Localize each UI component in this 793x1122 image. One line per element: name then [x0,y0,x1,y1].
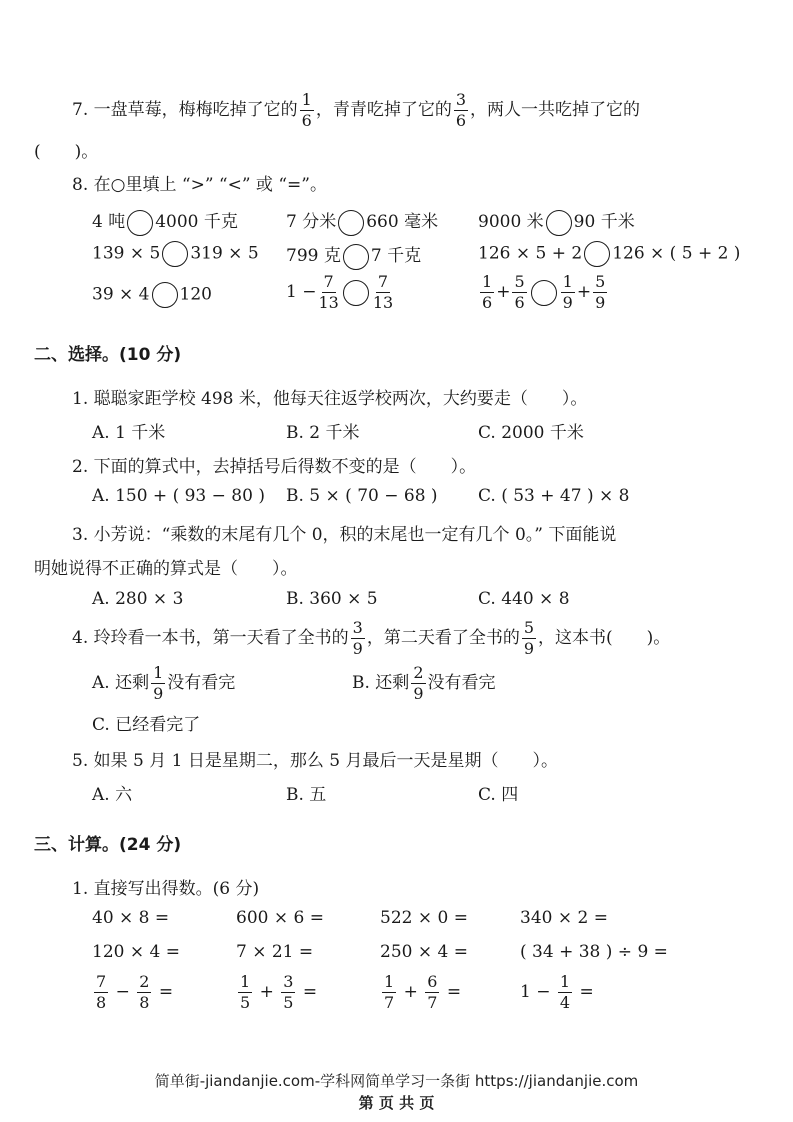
q7-text-2: ，青青吃掉了它的 [315,100,452,120]
calc-item: 40 × 8 = [92,908,170,928]
fraction: $\frac{2}{9}$ [413,663,424,703]
option-a[interactable]: A. 150 + ( 93 − 80 ) [92,486,265,506]
compare-item: 139 × 5 319 × 5 [92,241,259,267]
calc-item: 522 × 0 = [380,908,468,928]
option-c[interactable]: C. 四 [478,785,519,805]
option-c[interactable]: C. 2000 千米 [478,423,584,443]
footer-source: 简单街-jiandanjie.com-学科网简单学习一条街 https://jiandanjie.com [154,1072,639,1090]
q8-number: 8. [72,175,89,195]
fraction: $\frac{1}{6}$ [301,90,312,130]
option-b[interactable]: B. 2 千米 [286,423,360,443]
option-a[interactable]: A. 1 千米 [92,423,166,443]
option-b[interactable]: B. 还剩 $\frac{2}{9}$ 没有看完 [352,663,496,703]
q7-number: 7. [72,100,89,120]
fraction: $\frac{5}{9}$ [595,272,606,312]
calc-item: 340 × 2 = [520,908,608,928]
question-line: 5. 如果 5 月 1 日是星期二，那么 5 月最后一天是星期（ ）。 [72,751,559,771]
answer-circle[interactable] [343,244,369,270]
compare-item: 799 克 7 千克 [286,241,421,270]
fraction: $\frac{5}{9}$ [523,618,535,658]
calc-item: 600 × 6 = [236,908,324,928]
compare-item: 9000 米 90 千米 [478,207,635,236]
question-line: 2. 下面的算式中，去掉括号后得数不变的是（ ）。 [72,457,477,477]
fraction: $\frac{7}{13}$ [318,272,339,312]
fraction: $\frac{3}{6}$ [455,90,467,130]
option-c[interactable]: C. ( 53 + 47 ) × 8 [478,486,630,506]
q8-text: 在○里填上 “>” “<” 或 “=”。 [93,175,327,195]
question-line: 1. 聪聪家距学校 498 米，他每天往返学校两次，大约要走（ ）。 [72,389,588,409]
calc-item: $\frac{1}{5}$ + $\frac{3}{5}$ = [240,972,318,1012]
option-b[interactable]: B. 360 × 5 [286,589,378,609]
answer-circle[interactable] [162,241,188,267]
answer-circle[interactable] [343,280,369,306]
fraction: $\frac{5}{6}$ [514,272,525,312]
option-c[interactable]: C. 440 × 8 [478,589,570,609]
q7-answer-blank: ( )。 [34,142,99,162]
q7-text-3: ，两人一共吃掉了它的 [470,100,641,120]
calc-item: 250 × 4 = [380,942,468,962]
fraction: $\frac{1}{9}$ [153,663,164,703]
option-a[interactable]: A. 还剩 $\frac{1}{9}$ 没有看完 [92,663,236,703]
option-b[interactable]: B. 五 [286,785,327,805]
answer-circle[interactable] [338,210,364,236]
q7-line1 [72,92,640,129]
answer-circle[interactable] [531,280,557,306]
answer-circle[interactable] [127,210,153,236]
fraction: $\frac{1}{9}$ [562,272,573,312]
calc-item: 1 − $\frac{1}{4}$ = [520,972,594,1012]
question-line: 4. 玲玲看一本书，第一天看了全书的 $\frac{3}{9}$ ，第二天看了全书的 $\frac{5}{9}$ ，这本书( )。 [72,618,671,658]
answer-circle[interactable] [546,210,572,236]
page-number: 第 页 共 页 [358,1094,435,1112]
section-title: 三、计算。(24 分) [34,835,182,855]
calc-item: ( 34 + 38 ) ÷ 9 = [520,942,668,962]
option-c[interactable]: C. 已经看完了 [92,715,201,735]
calc-item: 120 × 4 = [92,942,180,962]
compare-item: $\frac{1}{6}$ + $\frac{5}{6}$ $\frac{1}{9}$ + $\frac{5}{9}$ [482,272,606,312]
compare-item: 4 吨 4000 千克 [92,207,238,236]
fraction: $\frac{3}{9}$ [352,618,363,658]
option-b[interactable]: B. 5 × ( 70 − 68 ) [286,486,438,506]
q7-text-1: 一盘草莓，梅梅吃掉了它的 [93,100,298,120]
option-a[interactable]: A. 280 × 3 [92,589,184,609]
compare-item: 39 × 4 120 [92,282,212,308]
answer-circle[interactable] [584,241,610,267]
compare-item: 1 − $\frac{7}{13}$ $\frac{7}{13}$ [286,272,394,312]
calc-item: $\frac{7}{8}$ − $\frac{2}{8}$ = [96,972,174,1012]
section-title: 二、选择。(10 分) [34,345,182,365]
compare-item: 7 分米 660 毫米 [286,207,438,236]
question-line: 明她说得不正确的算式是（ ）。 [34,559,298,579]
answer-circle[interactable] [152,282,178,308]
q8-line [72,170,327,195]
option-a[interactable]: A. 六 [92,785,133,805]
fraction: $\frac{7}{13}$ [372,272,394,312]
compare-item: 126 × 5 + 2 126 × ( 5 + 2 ) [478,241,740,267]
fraction: $\frac{1}{6}$ [482,272,493,312]
question-line: 3. 小芳说：“乘数的末尾有几个 0，积的末尾也一定有几个 0。” 下面能说 [72,525,617,545]
calc-item: 7 × 21 = [236,942,314,962]
calc-item: $\frac{1}{7}$ + $\frac{6}{7}$ = [384,972,462,1012]
question-line: 1. 直接写出得数。(6 分) [72,879,260,899]
